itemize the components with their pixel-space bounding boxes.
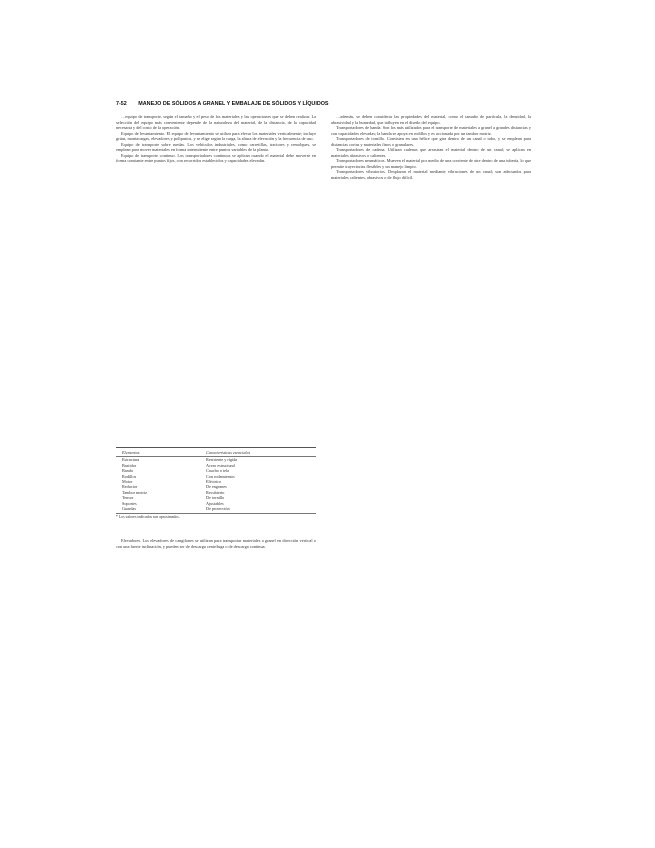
table-cell: Tambor motriz	[122, 489, 147, 495]
paragraph: Transportadores neumáticos. Mueven el material por medio de una corriente de aire dentro de una tubería, lo que permite trayectorias flexibles y un manejo limpio.	[331, 158, 531, 169]
column-header: Elementos	[122, 450, 140, 455]
paragraph: Equipo de levantamiento. El equipo de levantamiento se utiliza para elevar los materiales verticalmente; incluye grúas, montacargas, elevadores y polipastos, y se elige según la carga, la altura de elevación y la frecuencia de uso.	[116, 130, 316, 142]
table-cell: Rodillos	[122, 473, 137, 479]
table-row	[116, 506, 316, 511]
page-number: 7-52	[116, 101, 127, 107]
table-cell: De engranes	[206, 484, 227, 490]
table-cell: Acero estructural	[206, 462, 235, 468]
paragraph: …además, se deben considerar las propiedades del material, como el tamaño de partícula, la densidad, la abrasividad y la humedad, que influyen en el diseño del equipo.	[331, 114, 531, 125]
paragraph: Equipo de transporte continuo. Los transportadores continuos se aplican cuando el material debe moverse en forma constante entre puntos fijos, con recorridos establecidos y capacidades elevadas.	[116, 152, 316, 164]
paragraph: Transportadores vibratorios. Desplazan el material mediante vibraciones de un canal; son adecuados para materiales calientes, abrasivos o de flujo difícil.	[331, 169, 531, 181]
paragraph: Equipo de transporte sobre ruedas. Los vehículos industriales, como carretillas, tractores y remolques, se emplean para mover materiales en forma intermitente entre puntos variables de la planta.	[116, 141, 316, 153]
data-table	[116, 447, 316, 521]
table-cell: Banda	[122, 468, 133, 474]
table-cell: Eléctrico	[206, 479, 222, 485]
running-title: MANEJO DE SÓLIDOS A GRANEL Y EMBALAJE DE SÓLIDOS Y LÍQUIDOS	[138, 101, 329, 107]
table-cell: De tornillo	[206, 495, 225, 501]
right-column	[331, 114, 531, 181]
paragraph: …equipo de transporte, según el tamaño y el peso de los materiales y las operaciones que se deben realizar. La selección del equipo más conveniente depende de la naturaleza del material, de la distancia, de la capacidad necesaria y del costo de la operación.	[116, 114, 316, 131]
paragraph: Transportadores de banda. Son los más utilizados para el transporte de materiales a granel a grandes distancias y con capacidades elevadas; la banda se apoya en rodillos y es accionada por un tambor motriz.	[331, 125, 531, 136]
table-cell: Con rodamientos	[206, 473, 235, 479]
table-cell: Guardas	[122, 506, 136, 512]
paragraph: Transportadores de tornillo. Consisten en una hélice que gira dentro de un canal o tubo, y se emplean para distancias cortas y materiales finos o granulares.	[331, 136, 531, 147]
table-cell: Soportes	[122, 500, 137, 506]
table-cell: Tensor	[122, 495, 134, 501]
table-cell: Reductor	[122, 484, 138, 490]
table-footnote: * Los valores indicados son aproximados.	[116, 513, 316, 520]
table-cell: De protección	[206, 506, 230, 512]
table-cell: Estructura	[122, 457, 140, 463]
paragraph: Elevadores. Los elevadores de cangilones se utilizan para transportar materiales a granel en dirección vertical o con una fuerte inclinación, y pueden ser de descarga centrífuga o de descarga continua.	[116, 538, 316, 549]
running-header	[116, 101, 536, 111]
table-cell: Caucho o tela	[206, 468, 230, 474]
table-cell: Bastidor	[122, 462, 137, 468]
table-body	[116, 457, 316, 511]
left-column	[116, 114, 316, 164]
table-header-row	[116, 448, 316, 457]
table-cell: Motor	[122, 479, 133, 485]
table-cell: Ajustables	[206, 500, 224, 506]
column-header: Características esenciales	[206, 450, 251, 455]
left-column-tail	[116, 538, 316, 549]
table-cell: Resistente y rígida	[206, 457, 238, 463]
paragraph: Transportadores de cadena. Utilizan cadenas que arrastran el material dentro de un canal; se aplican en materiales abrasivos o calientes.	[331, 147, 531, 158]
table-cell: Recubierto	[206, 489, 225, 495]
